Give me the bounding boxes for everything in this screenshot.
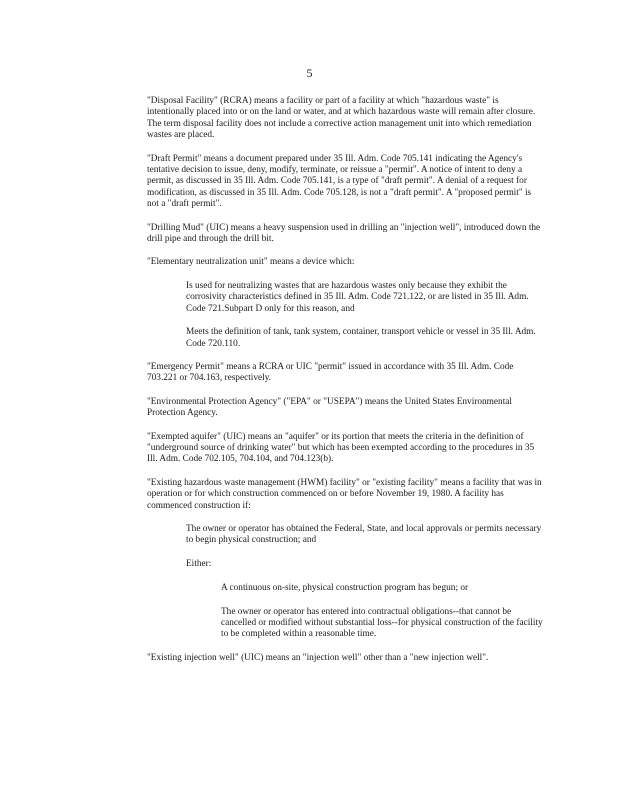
definition-emergency-permit: "Emergency Permit" means a RCRA or UIC "permit" issued in accordance with 35 Ill. Adm. Code 703.221 or 704.163, respectively. bbox=[147, 361, 514, 384]
definition-existing-injection-well: "Existing injection well" (UIC) means an "injection well" other than a "new injection well". bbox=[147, 652, 489, 663]
definition-disposal-facility: "Disposal Facility" (RCRA) means a facility or part of a facility at which "hazardous waste" is intentionally placed into or on the land or water, and at which hazardous waste will remain after closure. The term disposal facility does not include a corrective action management unit into which remediation wastes are placed. bbox=[147, 96, 536, 141]
definition-elementary-neutralization-unit: "Elementary neutralization unit" means a device which: bbox=[147, 257, 355, 268]
hwm-construction-criterion-1: The owner or operator has obtained the Federal, State, and local approvals or permits necessary to begin physical construction; and bbox=[186, 523, 542, 546]
page-body bbox=[147, 96, 543, 676]
definition-draft-permit: "Draft Permit" means a document prepared under 35 Ill. Adm. Code 705.141 indicating the Agency's tentative decision to issue, deny, modify, terminate, or reissue a "permit". A notice of intent to deny a permit, as discussed in 35 Ill. Adm. Code 705.141, is a type of "draft permit". A denial of a request for modification, as discussed in 35 Ill. Adm. Code 705.128, is not a "draft permit". A "proposed permit" is not a "draft permit". bbox=[147, 153, 532, 210]
hwm-construction-either: Either: bbox=[186, 558, 212, 569]
definition-existing-hwm-facility: "Existing hazardous waste management (HWM) facility" or "existing facility" means a facility that was in operation or for which construction commenced on or before November 19, 1980. A facility has commenced construction if: bbox=[147, 477, 542, 511]
hwm-construction-either-option-2: The owner or operator has entered into contractual obligations--that cannot be cancelled or modified without substantial loss--for physical construction of the facility to be completed within a reasonable time. bbox=[221, 606, 543, 640]
definition-exempted-aquifer: "Exempted aquifer" (UIC) means an "aquifer" or its portion that meets the criteria in the definition of "underground source of drinking water" but which has been exempted according to the procedures in 35 Ill. Adm. Code 702.105, 704.104, and 704.123(b). bbox=[147, 431, 535, 465]
elementary-neutralization-criterion-1: Is used for neutralizing wastes that are hazardous wastes only because they exhibit the corrosivity characteristics defined in 35 Ill. Adm. Code 721.122, or are listed in 35 Ill. Adm. Code 721.Subpart D only for this reason, and bbox=[186, 280, 529, 314]
hwm-construction-either-option-1: A continuous on-site, physical construction program has begun; or bbox=[221, 583, 469, 594]
page-number: 5 bbox=[306, 66, 313, 80]
elementary-neutralization-criterion-2: Meets the definition of tank, tank system, container, transport vehicle or vessel in 35 Ill. Adm. Code 720.110. bbox=[186, 327, 536, 349]
definition-epa: "Environmental Protection Agency" ("EPA" or "USEPA") means the United States Environmental Protection Agency. bbox=[147, 396, 512, 419]
definition-drilling-mud: "Drilling Mud" (UIC) means a heavy suspension used in drilling an "injection well", introduced down the drill pipe and through the drill bit. bbox=[147, 222, 541, 245]
